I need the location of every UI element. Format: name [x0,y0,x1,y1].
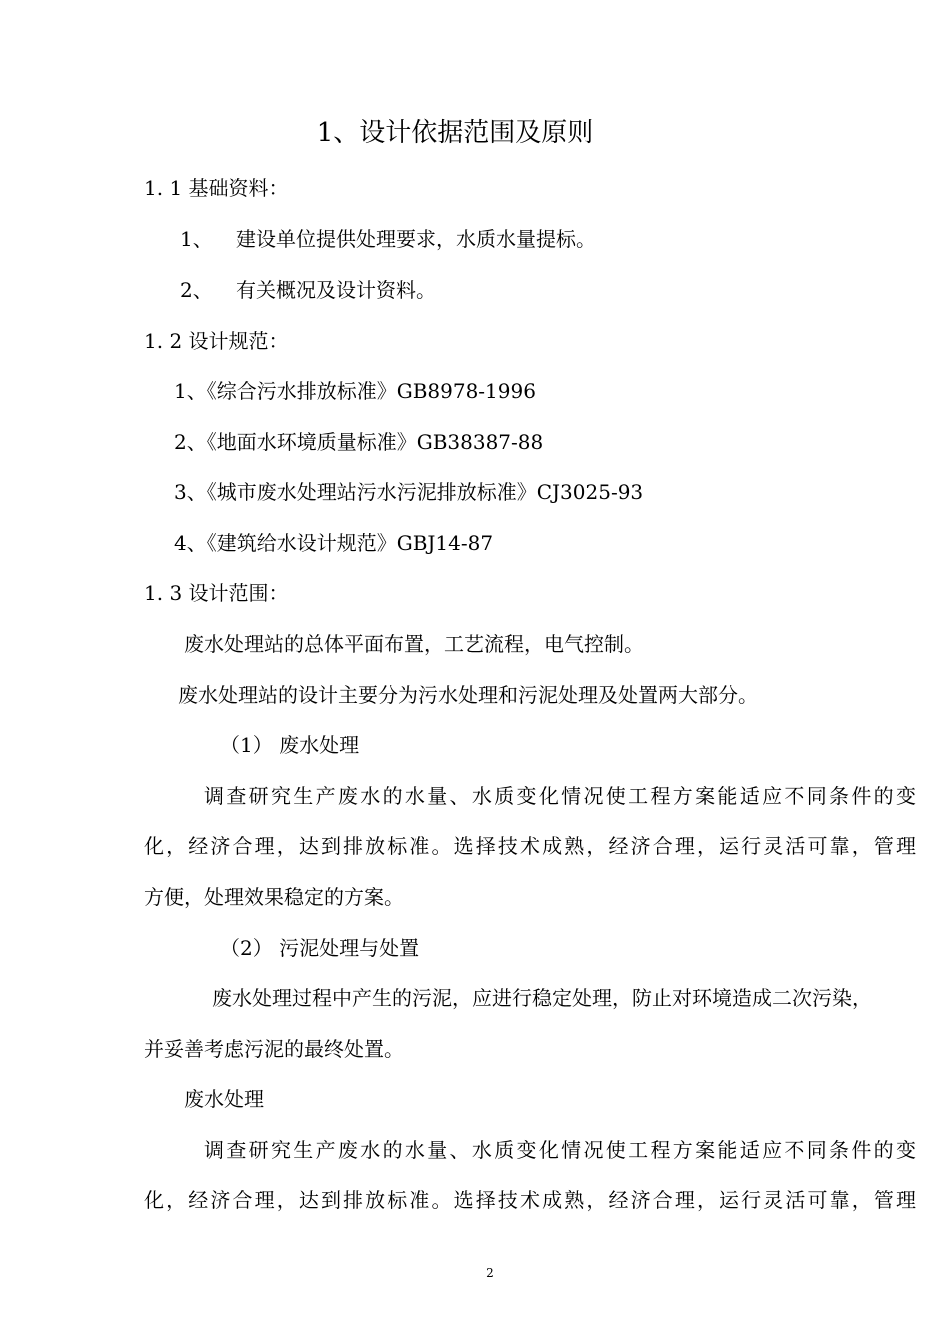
section-heading-design-scope: 1. 3 设计范围： [144,581,289,605]
list-item-number: 1、 [180,227,213,251]
list-item-number: 2、 [180,278,213,302]
subsection-heading-wastewater: （1） 废水处理 [220,733,360,757]
paragraph-line: 调查研究生产废水的水量、水质变化情况使工程方案能适应不同条件的变 [204,1138,916,1162]
list-item-text: 建设单位提供处理要求，水质水量提标。 [236,227,596,251]
paragraph: 废水处理站的设计主要分为污水处理和污泥处理及处置两大部分。 [178,683,758,707]
page-number: 2 [486,1266,494,1280]
standard-item: 2、《地面水环境质量标准》GB38387-88 [174,430,544,454]
paragraph: 废水处理站的总体平面布置，工艺流程，电气控制。 [184,632,644,656]
page-title: 1、设计依据范围及原则 [316,118,594,148]
subsection-heading-wastewater-repeat: 废水处理 [184,1087,264,1111]
paragraph-line: 调查研究生产废水的水量、水质变化情况使工程方案能适应不同条件的变 [204,784,916,808]
paragraph-line: 并妥善考虑污泥的最终处置。 [144,1037,404,1061]
paragraph-line: 化，经济合理，达到排放标准。选择技术成熟，经济合理，运行灵活可靠，管理 [144,834,916,858]
standard-item: 1、《综合污水排放标准》GB8978-1996 [174,379,536,403]
paragraph-line: 化，经济合理，达到排放标准。选择技术成熟，经济合理，运行灵活可靠，管理 [144,1188,916,1212]
paragraph-line: 方便，处理效果稳定的方案。 [144,885,404,909]
standard-item: 4、《建筑给水设计规范》GBJ14-87 [174,531,494,555]
section-heading-design-standards: 1. 2 设计规范： [144,329,289,353]
list-item-text: 有关概况及设计资料。 [236,278,436,302]
standard-item: 3、《城市废水处理站污水污泥排放标准》CJ3025-93 [174,480,644,504]
subsection-heading-sludge: （2） 污泥处理与处置 [220,936,420,960]
paragraph-line: 废水处理过程中产生的污泥，应进行稳定处理，防止对环境造成二次污染， [212,986,872,1010]
section-heading-basic-data: 1. 1 基础资料： [144,176,289,200]
